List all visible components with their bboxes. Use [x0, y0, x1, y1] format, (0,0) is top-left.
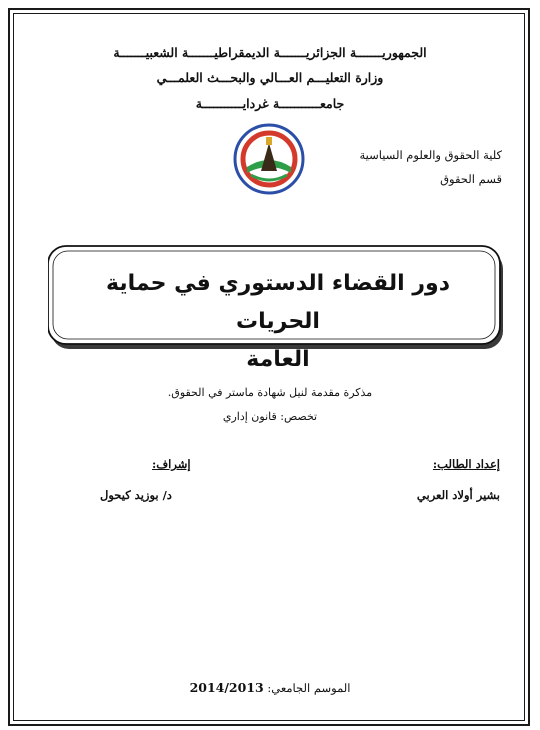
supervisor-label: إشراف:: [152, 457, 191, 471]
thesis-specialty: تخصص: قانون إداري: [222, 410, 318, 423]
thesis-title-line-1: دور القضاء الدستوري في حماية الحريات: [106, 271, 450, 334]
republic-heading: الجمهوريـــــــة الجزائريـــــــة الديمقراطيـــــــة الشعبيـــــــة: [113, 45, 427, 60]
faculty-name: كلية الحقوق والعلوم السياسية: [359, 148, 502, 162]
academic-year-label: الموسم الجامعي:: [267, 681, 351, 695]
ministry-heading: وزارة التعليـــم العـــالي والبحـــث العلمـــي: [156, 70, 384, 85]
department-name: قسم الحقوق: [440, 172, 502, 186]
academic-year: [170, 680, 370, 695]
thesis-title-line-2: العامة: [246, 347, 310, 372]
academic-year-value: 2014/2013: [189, 680, 264, 695]
university-seal-icon: [233, 123, 305, 195]
supervisor-name: د/ بوزيد كيحول: [100, 488, 172, 502]
title-box: [48, 245, 508, 372]
student-label: إعداد الطالب:: [432, 457, 500, 471]
university-heading: جامعـــــــــــة غردايـــــــــــة: [195, 96, 345, 111]
thesis-purpose: مذكرة مقدمة لنيل شهادة ماستر في الحقوق.: [167, 386, 373, 399]
student-name: بشير أولاد العربي: [416, 488, 500, 502]
thesis-title: [78, 265, 478, 379]
